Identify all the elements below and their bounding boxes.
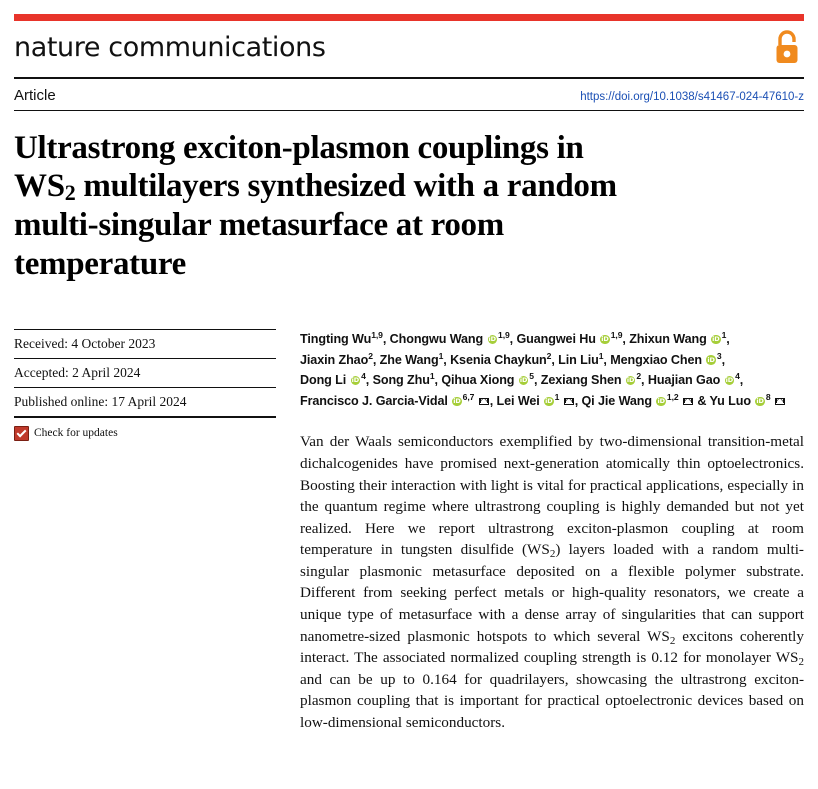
open-access-lock-icon <box>770 27 804 67</box>
published-date: Published online: 17 April 2024 <box>14 394 187 410</box>
email-icon[interactable] <box>775 398 785 406</box>
check-for-updates-button[interactable] <box>14 418 276 441</box>
orcid-icon[interactable] <box>452 397 462 407</box>
brand-top-rule <box>14 14 804 21</box>
article-type-label: Article <box>14 86 56 104</box>
email-icon[interactable] <box>683 398 693 406</box>
article-meta-row <box>14 79 804 108</box>
author-line: Francisco J. Garcia-Vidal iD$^{6,7}$ , Lei Wei $iD^1$ , Qi Jie Wang iD$^{1,2}$ & Yu Luo $iD^8$ <box>300 391 804 412</box>
authors-and-abstract <box>300 329 804 733</box>
orcid-icon[interactable] <box>600 335 610 345</box>
journal-name: nature communications <box>14 31 326 63</box>
abstract-text: Van der Waals semiconductors exemplified by two-dimensional transition-metal dichalcogenides have promised next-generation atomically thin optoelectronics. Boosting their interaction with light is vital for practical applications, especially in the quantum regime where ultrastrong coupling is highly demanded but not yet realized. Here we report ultrastrong exciton-plasmon coupling at room temperature in tungsten disulfide $(WS_2)$ layers loaded with a random multi-singular plasmonic metasurface deposited on a flexible polymer substrate. Different from seeking perfect metals or high-quality resonators, we create a unique type of metasurface with a dense array of singularities that can support nanometre-sized plasmonic hotspots to which several $WS_2$ excitons coherently interact. The associated normalized coupling strength is 0.12 for monolayer $WS_2$ and can be up to 0.164 for quadrilayers, showcasing the ultrastrong exciton-plasmon coupling that is important for practical optoelectronic devices based on low-dimensional semiconductors. <box>300 433 805 731</box>
publication-history <box>14 329 276 733</box>
orcid-icon[interactable] <box>544 397 554 407</box>
doi-link[interactable]: https://doi.org/10.1038/s41467-024-47610-z <box>580 90 804 103</box>
orcid-icon[interactable] <box>711 335 721 345</box>
orcid-icon[interactable] <box>519 376 529 386</box>
orcid-icon[interactable] <box>351 376 361 386</box>
journal-brand-row <box>14 21 804 77</box>
email-icon[interactable] <box>479 398 489 406</box>
orcid-icon[interactable] <box>755 397 765 407</box>
page-title <box>14 129 714 283</box>
author-line: Dong Li $iD^4$, Song Zhu$^1$, Qihua Xiong $iD^5$, Zexiang Shen $iD^2$, Huajian Gao $iD^4$, <box>300 370 804 391</box>
author-line: Tingting Wu$^{1,9}$, Chongwu Wang iD$^{1,9}$, Guangwei Hu iD$^{1,9}$, Zhixun Wang $iD^1$, <box>300 329 804 350</box>
crossmark-icon <box>14 426 29 441</box>
title-line-3: multi-singular metasurface at room <box>14 206 504 243</box>
author-line: Jiaxin Zhao$^2$, Zhe Wang$^1$, Ksenia Chaykun$^2$, Lin Liu$^1$, Mengxiao Chen $iD^3$, <box>300 350 804 371</box>
title-line-2-post: multilayers synthesized with a random <box>75 168 617 205</box>
title-line-4: temperature <box>14 245 187 282</box>
title-line-2-pre: WS <box>14 168 65 205</box>
check-for-updates-label: Check for updates <box>34 427 118 439</box>
orcid-icon[interactable] <box>706 355 716 365</box>
author-list <box>300 329 804 411</box>
email-icon[interactable] <box>564 398 574 406</box>
title-subscript: 2 <box>64 180 76 206</box>
received-date: Received: 4 October 2023 <box>14 336 156 352</box>
orcid-icon[interactable] <box>626 376 636 386</box>
article-body <box>14 329 804 733</box>
article-page <box>0 14 818 789</box>
meta-divider <box>14 110 804 111</box>
orcid-icon[interactable] <box>656 397 666 407</box>
title-line-1: Ultrastrong exciton-plasmon couplings in <box>14 129 584 166</box>
orcid-icon[interactable] <box>488 335 498 345</box>
accepted-date: Accepted: 2 April 2024 <box>14 365 141 381</box>
orcid-icon[interactable] <box>725 376 735 386</box>
